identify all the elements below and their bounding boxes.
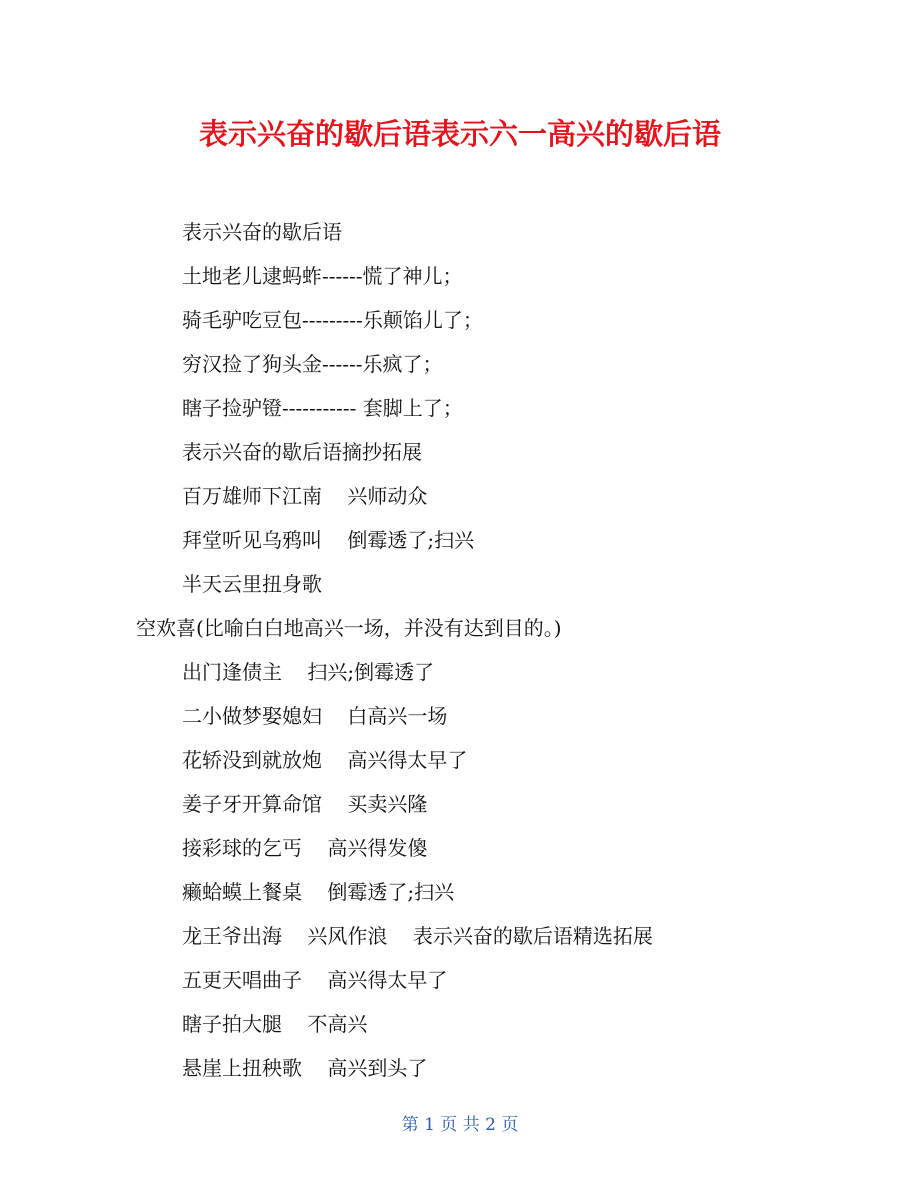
text-line: 土地老儿逮蚂蚱------慌了神儿；: [182, 264, 463, 288]
text-line: 拜堂听见乌鸦叫 倒霉透了;扫兴: [182, 528, 475, 552]
page-title: 表示兴奋的歇后语表示六一高兴的歇后语: [198, 117, 721, 151]
text-line: 接彩球的乞丐 高兴得发傻: [182, 836, 428, 860]
text-line: 五更天唱曲子 高兴得太早了: [182, 968, 448, 992]
text-line: 表示兴奋的歇后语摘抄拓展: [182, 440, 422, 464]
text-line: 花轿没到就放炮 高兴得太早了: [182, 748, 468, 772]
text-line: 姜子牙开算命馆 买卖兴隆: [182, 792, 428, 816]
text-line: 表示兴奋的歇后语: [182, 220, 342, 244]
text-line: 空欢喜(比喻白白地高兴一场，并没有达到目的。): [136, 616, 562, 640]
page-number-footer: 第 1 页 共 2 页: [401, 1115, 519, 1135]
text-line: 出门逢债主 扫兴;倒霉透了: [182, 660, 435, 684]
text-line: 癞蛤蟆上餐桌 倒霉透了;扫兴: [182, 880, 455, 904]
text-line: 龙王爷出海 兴风作浪 表示兴奋的歇后语精选拓展: [182, 924, 653, 948]
text-line: 半天云里扭身歌: [182, 572, 322, 596]
text-line: 瞎子拍大腿 不高兴: [182, 1012, 368, 1036]
text-line: 骑毛驴吃豆包---------乐颠馅儿了；: [182, 308, 483, 332]
text-line: 穷汉捡了狗头金------乐疯了；: [182, 352, 443, 376]
text-line: 百万雄师下江南 兴师动众: [182, 484, 428, 508]
text-line: 瞎子捡驴镫----------- 套脚上了；: [182, 396, 463, 420]
text-line: 悬崖上扭秧歌 高兴到头了: [182, 1056, 428, 1080]
text-line: 二小做梦娶媳妇 白高兴一场: [182, 704, 448, 728]
document-body: [136, 210, 836, 1090]
